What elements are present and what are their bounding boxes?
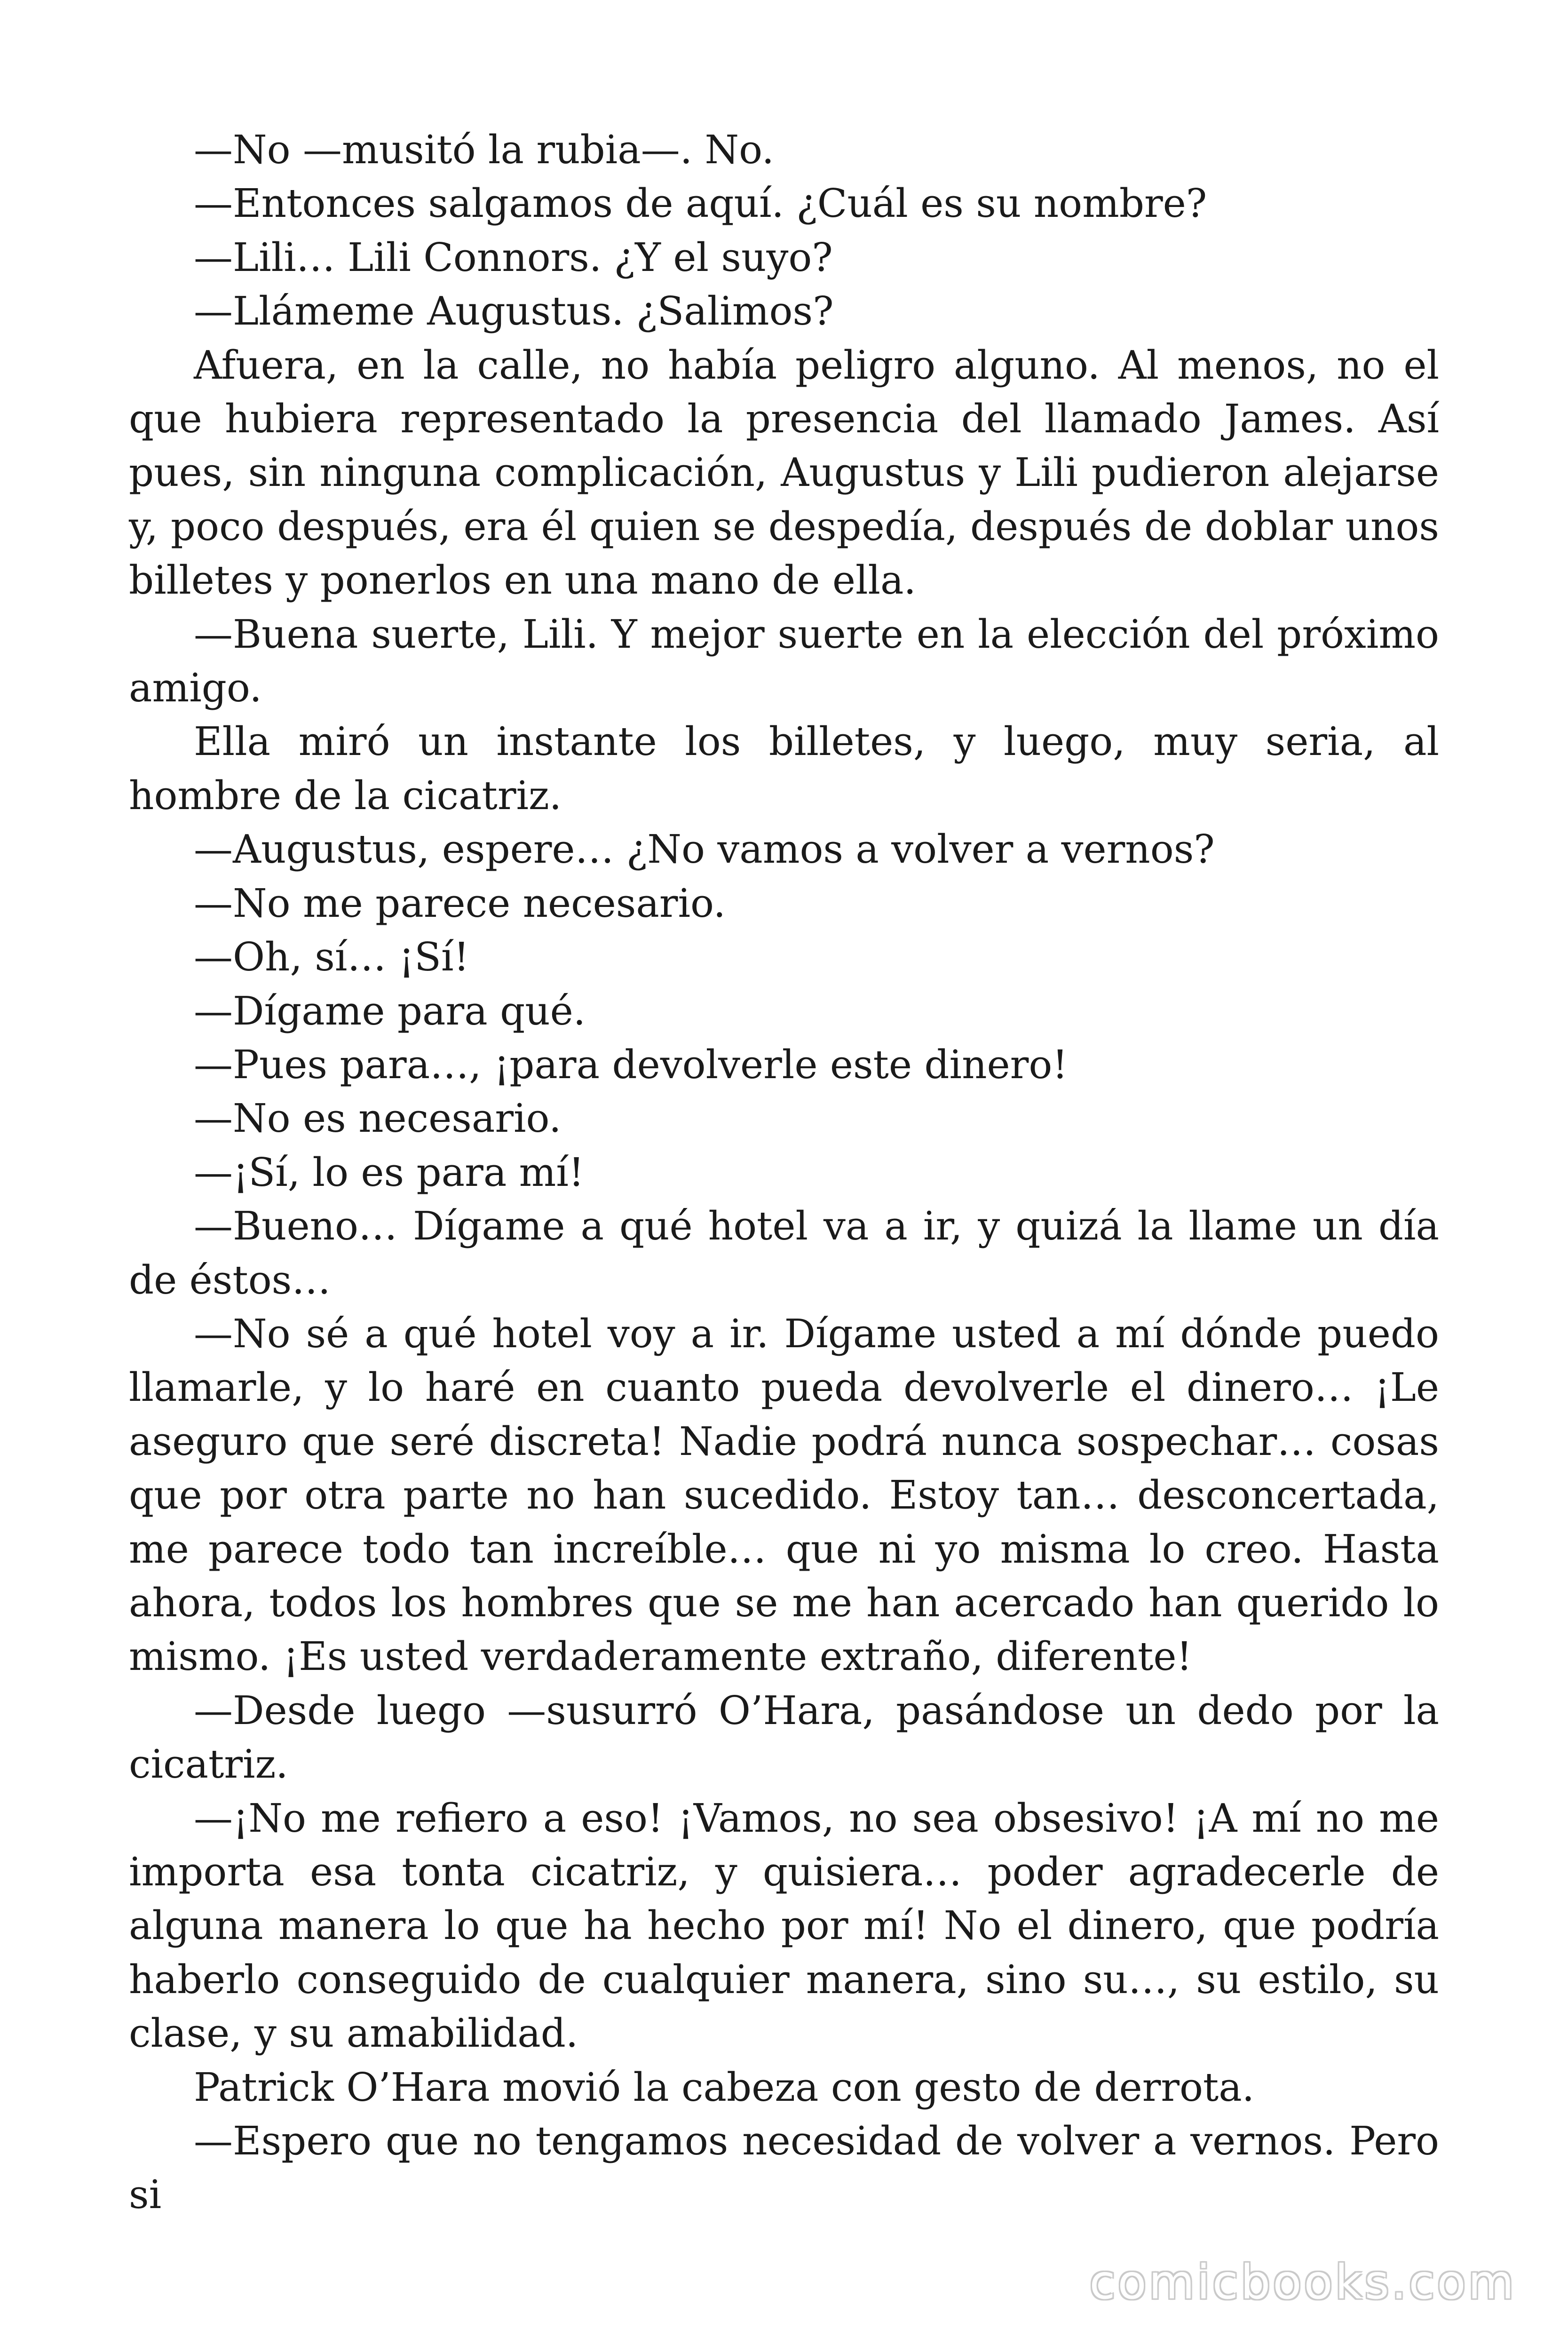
paragraph: —Oh, sí… ¡Sí!	[194, 934, 469, 980]
paragraph: —¡No me refiero a eso! ¡Vamos, no sea obsesivo! ¡A mí no me importa esa tonta cicatriz, y quisiera… poder agradecerle de alguna manera lo que ha hecho por mí! No el dinero, que podría haberlo conseguido de cualquier manera, sino su…, su estilo, su clase, y su amabilidad.	[129, 1795, 1439, 2057]
paragraph: Patrick O’Hara movió la cabeza con gesto de derrota.	[194, 2064, 1255, 2110]
paragraph: —No me parece necesario.	[194, 880, 726, 926]
paragraph: —No —musitó la rubia—. No.	[194, 127, 774, 173]
paragraph: —Buena suerte, Lili. Y mejor suerte en la elección del próximo amigo.	[129, 611, 1439, 711]
paragraph: —Llámeme Augustus. ¿Salimos?	[194, 288, 834, 334]
watermark: comicbooks.com	[1089, 2255, 1516, 2310]
paragraph: —Bueno… Dígame a qué hotel va a ir, y quizá la llame un día de éstos…	[129, 1203, 1439, 1303]
paragraph: Afuera, en la calle, no había peligro alguno. Al menos, no el que hubiera representado la presencia del llamado James. Así pues, sin ninguna complicación, Augustus y Lili pudieron alejarse y, poco después, era él quien se despedía, después de doblar unos billetes y ponerlos en una mano de ella.	[129, 342, 1439, 604]
page-text	[129, 123, 1439, 2222]
paragraph: —Dígame para qué.	[194, 988, 586, 1034]
paragraph: Ella miró un instante los billetes, y luego, muy seria, al hombre de la cicatriz.	[129, 719, 1439, 818]
paragraph: —Lili… Lili Connors. ¿Y el suyo?	[194, 234, 833, 280]
paragraph: —Desde luego —susurró O’Hara, pasándose un dedo por la cicatriz.	[129, 1687, 1439, 1788]
paragraph: —Pues para…, ¡para devolverle este dinero!	[194, 1041, 1068, 1088]
paragraph: —No es necesario.	[194, 1096, 562, 1142]
paragraph: —Entonces salgamos de aquí. ¿Cuál es su nombre?	[194, 181, 1207, 227]
paragraph: —No sé a qué hotel voy a ir. Dígame usted a mí dónde puedo llamarle, y lo haré en cuanto pueda devolverle el dinero… ¡Le aseguro que seré discreta! Nadie podrá nunca sospechar… cosas que por otra parte no han sucedido. Estoy tan… desconcertada, me parece todo tan increíble… que ni yo misma lo creo. Hasta ahora, todos los hombres que se me han acercado han querido lo mismo. ¡Es usted verdaderamente extraño, diferente!	[129, 1311, 1439, 1680]
paragraph: —Espero que no tengamos necesidad de volver a vernos. Pero si	[129, 2118, 1439, 2218]
paragraph: —¡Sí, lo es para mí!	[194, 1149, 585, 1195]
paragraph: —Augustus, espere… ¿No vamos a volver a vernos?	[194, 826, 1215, 873]
